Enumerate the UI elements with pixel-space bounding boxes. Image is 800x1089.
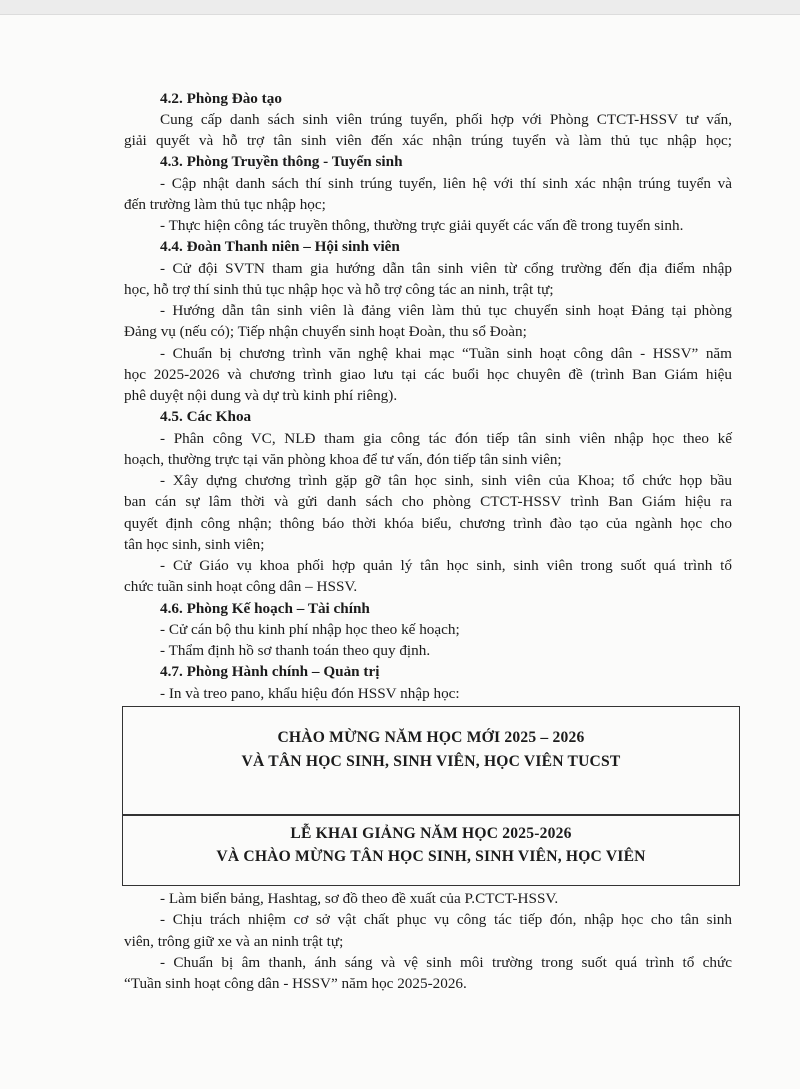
banner-title-line: CHÀO MỪNG NĂM HỌC MỚI 2025 – 2026 — [277, 729, 585, 746]
banner-box-opening-ceremony — [122, 814, 740, 886]
paragraph-line: Cung cấp danh sách sinh viên trúng tuyển, phối hợp với Phòng CTCT-HSSV tư vấn, — [160, 111, 732, 128]
paragraph-line: - Cử đội SVTN tham gia hướng dẫn tân sinh viên từ cổng trường đến địa điểm nhập — [160, 260, 732, 277]
paragraph-line: - Thẩm định hồ sơ thanh toán theo quy định. — [160, 642, 431, 659]
paragraph-line: học 2025-2026 và chương trình giao lưu tại các buổi học chuyên đề (trình Ban Giám hiệu — [124, 366, 732, 383]
paragraph-line: Đảng vụ (nếu có); Tiếp nhận chuyển sinh hoạt Đoàn, thu sổ Đoàn; — [124, 323, 527, 340]
section-heading-4-3: 4.3. Phòng Truyền thông - Tuyển sinh — [160, 153, 403, 170]
banner-title-line: VÀ TÂN HỌC SINH, SINH VIÊN, HỌC VIÊN TUCST — [241, 753, 621, 770]
section-heading-4-7: 4.7. Phòng Hành chính – Quản trị — [160, 663, 380, 680]
paragraph-line: phê duyệt nội dung và dự trù kinh phí riêng). — [124, 387, 398, 404]
section-heading-4-5: 4.5. Các Khoa — [160, 408, 252, 425]
paragraph-line: “Tuần sinh hoạt công dân - HSSV” năm học 2025-2026. — [124, 975, 467, 992]
paragraph-line: quyết định công nhận; thông báo thời khóa biểu, chương trình đào tạo của ngành học cho — [124, 515, 732, 532]
banner-box-welcome — [122, 706, 740, 816]
paragraph-line: - Làm biển bảng, Hashtag, sơ đồ theo đề xuất của P.CTCT-HSSV. — [160, 890, 559, 907]
paragraph-line: - Chuẩn bị chương trình văn nghệ khai mạc “Tuần sinh hoạt công dân - HSSV” năm — [160, 345, 732, 362]
section-heading-4-6: 4.6. Phòng Kế hoạch – Tài chính — [160, 600, 370, 617]
section-heading-4-4: 4.4. Đoàn Thanh niên – Hội sinh viên — [160, 238, 400, 255]
paragraph-line: - Chịu trách nhiệm cơ sở vật chất phục vụ công tác tiếp đón, nhập học cho tân sinh — [160, 911, 732, 928]
paragraph-line: - Cập nhật danh sách thí sinh trúng tuyển, liên hệ với thí sinh xác nhận trúng tuyển và — [160, 175, 732, 192]
paragraph-line: - Hướng dẫn tân sinh viên là đảng viên làm thủ tục chuyển sinh hoạt Đảng tại phòng — [160, 302, 732, 319]
paragraph-line: hoạch, thường trực tại văn phòng khoa để tư vấn, đón tiếp tân sinh viên; — [124, 451, 562, 468]
paragraph-line: chức tuần sinh hoạt công dân – HSSV. — [124, 578, 358, 595]
banner-title-line: VÀ CHÀO MỪNG TÂN HỌC SINH, SINH VIÊN, HỌC VIÊN — [216, 848, 646, 865]
paragraph-line: - Cử Giáo vụ khoa phối hợp quản lý tân học sinh, sinh viên trong suốt quá trình tổ — [160, 557, 732, 574]
paragraph-line: giải quyết và hỗ trợ tân sinh viên đến xác nhận trúng tuyển và làm thủ tục nhập học; — [124, 132, 732, 149]
banner-title-line: LỄ KHAI GIẢNG NĂM HỌC 2025-2026 — [290, 825, 572, 842]
paragraph-line: tân học sinh, sinh viên; — [124, 536, 265, 553]
paragraph-line: - Xây dựng chương trình gặp gỡ tân học sinh, sinh viên của Khoa; tổ chức họp bầu — [160, 472, 732, 489]
paragraph-line: ban cán sự lâm thời và gửi danh sách cho phòng CTCT-HSSV trình Ban Giám hiệu ra — [124, 493, 732, 510]
paragraph-line: viên, trông giữ xe và an ninh trật tự; — [124, 933, 344, 950]
paragraph-line: - In và treo pano, khẩu hiệu đón HSSV nhập học: — [160, 685, 460, 702]
paragraph-line: - Cử cán bộ thu kinh phí nhập học theo kế hoạch; — [160, 621, 460, 638]
paragraph-line: - Phân công VC, NLĐ tham gia công tác đón tiếp tân sinh viên nhập học theo kế — [160, 430, 732, 447]
paragraph-line: - Chuẩn bị âm thanh, ánh sáng và vệ sinh môi trường trong suốt quá trình tổ chức — [160, 954, 732, 971]
paragraph-line: - Thực hiện công tác truyền thông, thường trực giải quyết các vấn đề trong tuyển sinh. — [160, 217, 684, 234]
paragraph-line: học, hỗ trợ thí sinh thủ tục nhập học và hỗ trợ công tác an ninh, trật tự; — [124, 281, 554, 298]
section-heading-4-2: 4.2. Phòng Đào tạo — [160, 90, 282, 107]
paragraph-line: đến trường làm thủ tục nhập học; — [124, 196, 326, 213]
